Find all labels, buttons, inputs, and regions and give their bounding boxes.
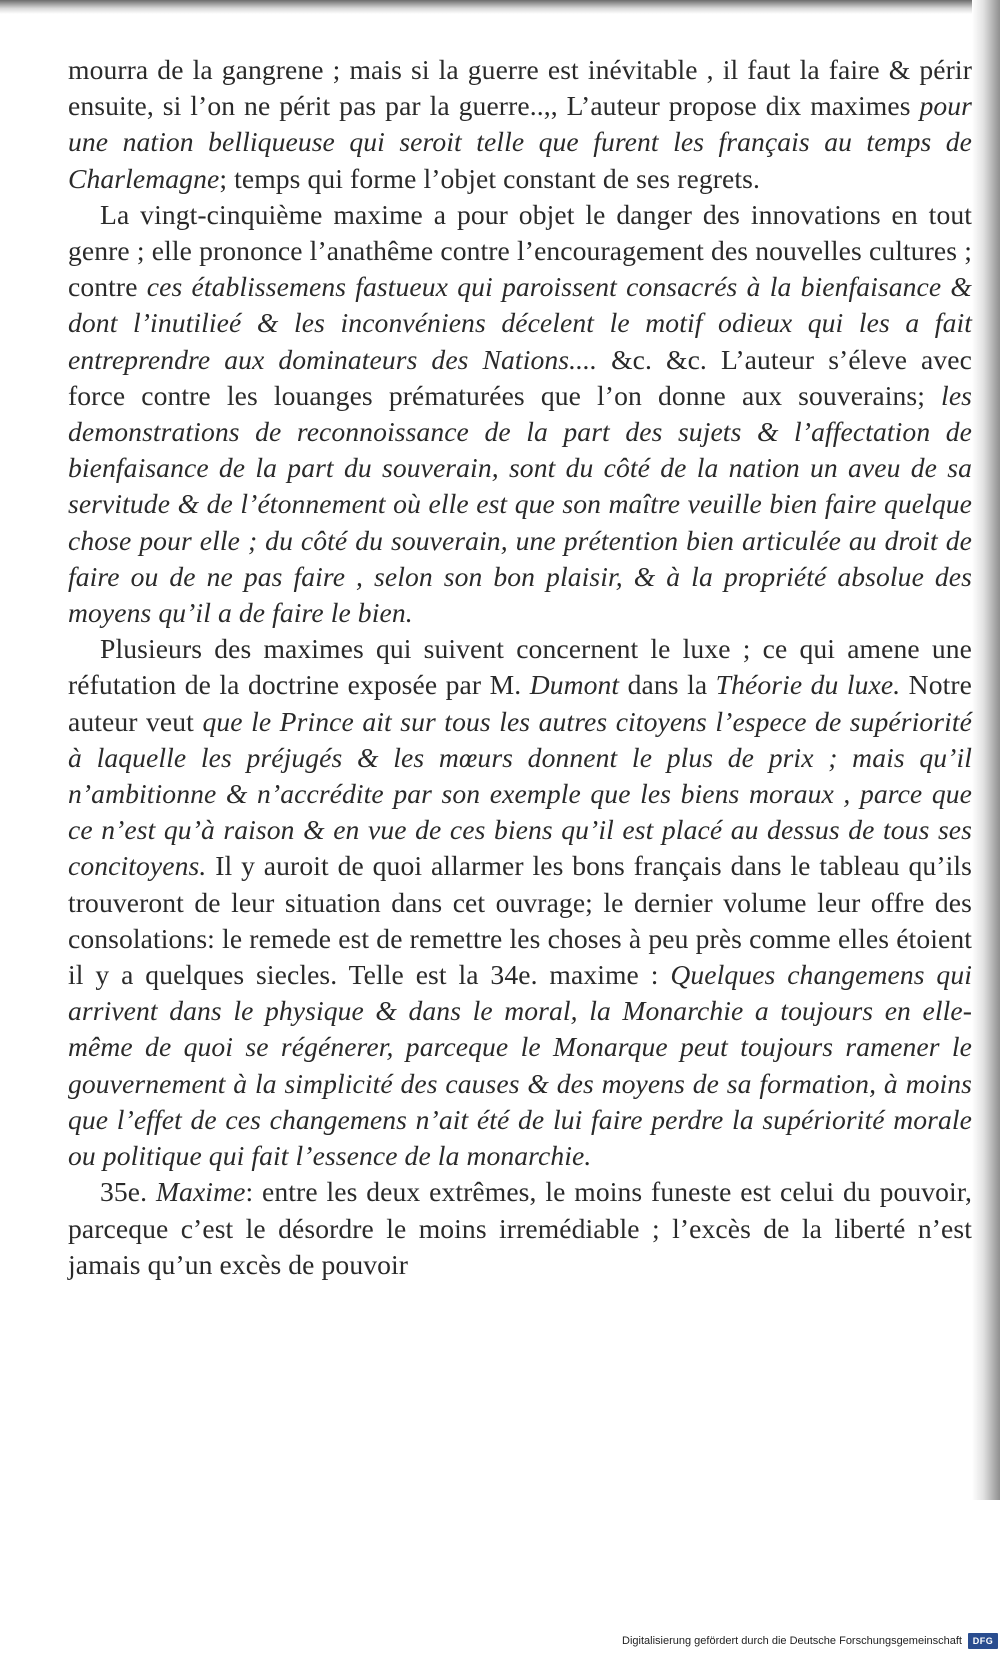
page-body: [68, 52, 972, 1283]
dfg-logo: DFG: [968, 1633, 998, 1649]
italic-run: Théorie du luxe.: [715, 669, 901, 701]
text-run: Notre auteur veut: [68, 669, 973, 737]
text-run: 35e.: [100, 1176, 156, 1208]
italic-run: les demonstrations de reconnoissance de la part des sujets & l’affectation de bienfaisance de la part du souverain, sont du côté de la nation un aveu de sa servitude & de l’étonnement où elle est que son maître veuille bien faire quelque chose pour elle ; du côté du souverain, une prétention bien articulée au droit de faire ou de ne pas faire , selon son bon plaisir, & à la propriété absolue des moyens qu’il a de faire le bien.: [68, 379, 972, 629]
italic-run: que le Prince ait sur tous les autres citoyens l’espece de supériorité à laquelle les préjugés & les mœurs donnent le plus de prix ; mais qu’il n’ambitionne & n’accrédite par son exemple que les biens moraux , parce que ce n’est qu’à raison & en vue de ces biens qu’il est placé au dessus de tous ses concitoyens.: [68, 705, 972, 882]
italic-run: Dumont: [529, 669, 620, 701]
italic-run: Maxime: [155, 1176, 246, 1208]
funding-credit: Digitalisierung gefördert durch die Deutsche Forschungsgemeinschaft: [622, 1635, 962, 1647]
text-run: Il y auroit de quoi allarmer les bons français dans le tableau qu’ils trouveront de leur situation dans cet ouvrage; le dernier volume leur offre des consolations: le remede est de remettre les choses à peu près comme elles étoient il y a quelques siecles. Telle est la 34e. maxime :: [68, 850, 972, 991]
italic-run: Quelques changemens qui arrivent dans le physique & dans le moral, la Monarchie a toujours en elle-même de quoi se régénerer, parceque le Monarque peut toujours ramener le gouvernement à la simplicité des causes & des moyens de sa formation, à moins que l’effet de ces changemens n’ait été de lui faire perdre la supériorité morale ou politique qui fait l’essence de la monarchie.: [68, 959, 972, 1172]
text-run: : entre les deux extrêmes, le moins funeste est celui du pouvoir, parceque c’est le désordre le moins irremédiable ; l’excès de la liberté n’est jamais qu’un excès de pouvoir: [68, 1176, 973, 1280]
text-run: dans la: [619, 669, 716, 701]
scan-edge-right: [972, 0, 1000, 1500]
paragraph-3: [68, 631, 972, 1174]
digitization-footer: [622, 1631, 998, 1651]
paragraph-2: [68, 197, 972, 631]
scan-edge-top: [0, 0, 1000, 14]
text-run: ; temps qui forme l’objet constant de ses regrets.: [219, 162, 760, 194]
text-run: Plusieurs des maximes qui suivent concernent le luxe ; ce qui amene une réfutation de la doctrine exposée par M.: [68, 633, 972, 701]
italic-run: ces établissemens fastueux qui paroissent consacrés à la bienfaisance & dont l’inutilieé & les inconvéniens décelent le motif odieux qui les a fait entreprendre aux dominateurs des Nations....: [68, 271, 972, 375]
text-run: mourra de la gangrene ; mais si la guerre est inévitable , il faut la faire & périr ensuite, si l’on ne périt pas par la guerre..,, L’auteur propose dix maximes: [68, 54, 972, 122]
paragraph-4: [68, 1174, 972, 1283]
paragraph-1: [68, 52, 972, 197]
italic-run: pour une nation belliqueuse qui seroit telle que furent les français au temps de Charlemagne: [68, 90, 972, 194]
text-run: &c. &c. L’auteur s’éleve avec force contre les louanges prématurées que l’on donne aux souverains;: [68, 343, 972, 411]
text-run: La vingt-cinquième maxime a pour objet le danger des innovations en tout genre ; elle prononce l’anathême contre l’encouragement des nouvelles cultures ; contre: [68, 198, 972, 303]
